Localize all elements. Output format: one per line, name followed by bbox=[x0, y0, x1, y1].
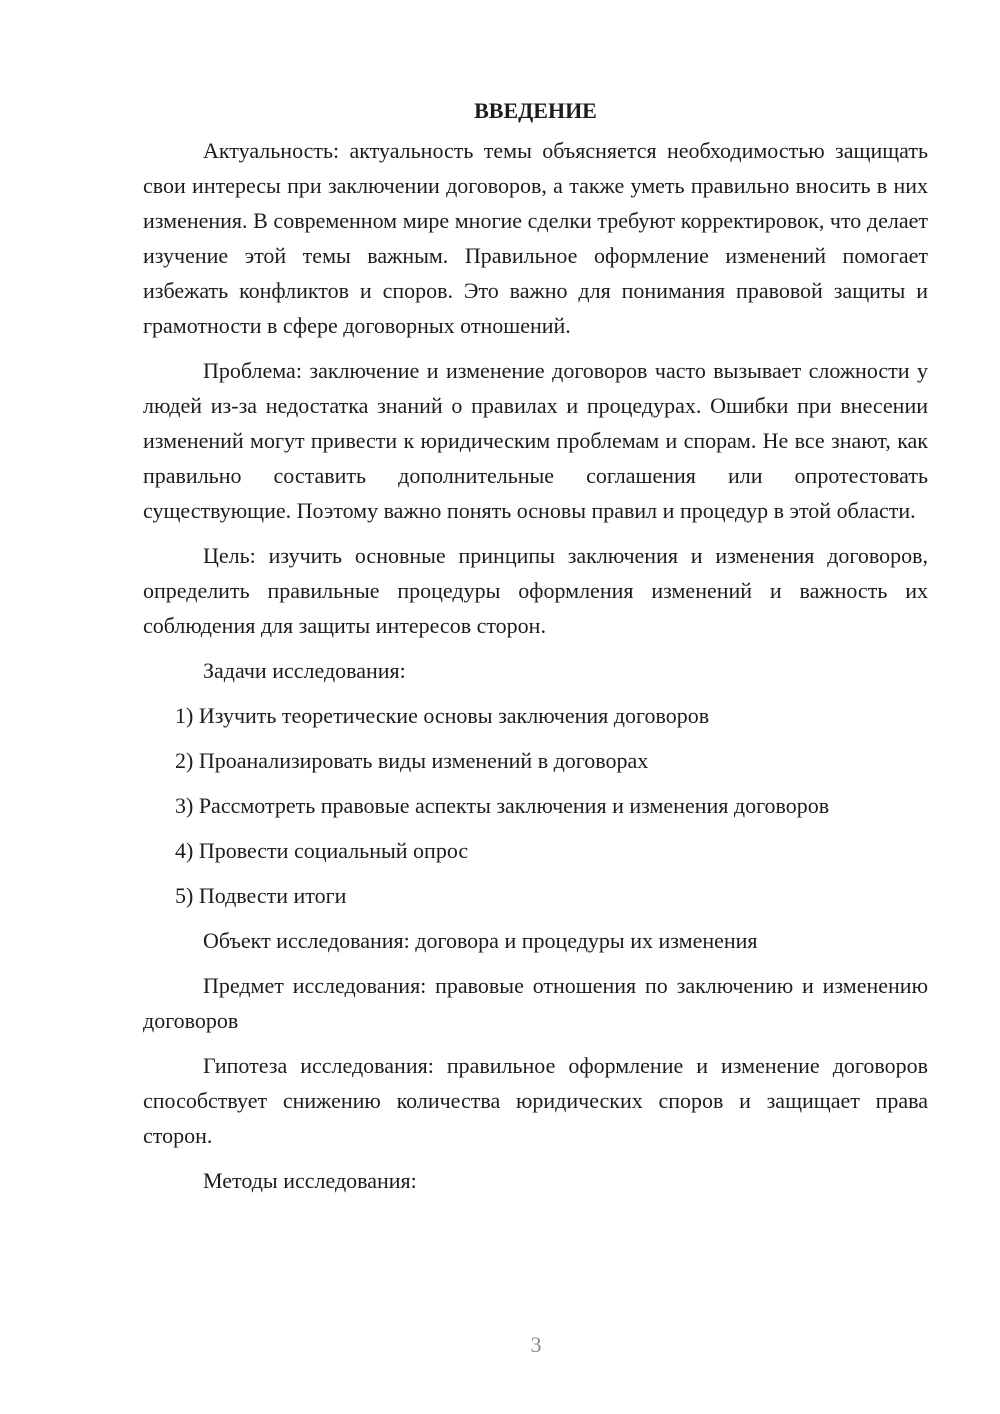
tasks-list bbox=[143, 698, 928, 913]
paragraph-goal: Цель: изучить основные принципы заключения и изменения договоров, определить правильные процедуры оформления изменений и важность их соблюдения для защиты интересов сторон. bbox=[143, 543, 928, 638]
section-title: ВВЕДЕНИЕ bbox=[474, 98, 597, 123]
list-item: 1) Изучить теоретические основы заключения договоров bbox=[175, 703, 710, 728]
list-item: 3) Рассмотреть правовые аспекты заключения и изменения договоров bbox=[175, 793, 830, 818]
page-number: 3 bbox=[530, 1332, 542, 1357]
list-item: 4) Провести социальный опрос bbox=[175, 838, 469, 863]
list-item: 2) Проанализировать виды изменений в договорах bbox=[175, 748, 649, 773]
paragraph-relevance: Актуальность: актуальность темы объясняется необходимостью защищать свои интересы при заключении договоров, а также уметь правильно вносить в них изменения. В современном мире многие сделки требуют корректировок, что делает изучение этой темы важным. Правильное оформление изменений помогает избежать конфликтов и споров. Это важно для понимания правовой защиты и грамотности в сфере договорных отношений. bbox=[143, 138, 928, 338]
research-hypothesis: Гипотеза исследования: правильное оформление и изменение договоров способствует снижению количества юридических споров и защищает права сторон. bbox=[143, 1053, 928, 1148]
page-content bbox=[143, 93, 928, 1208]
list-item: 5) Подвести итоги bbox=[175, 883, 347, 908]
methods-heading: Методы исследования: bbox=[203, 1168, 417, 1193]
research-object: Объект исследования: договора и процедуры их изменения bbox=[203, 928, 758, 953]
tasks-heading: Задачи исследования: bbox=[203, 658, 406, 683]
research-subject: Предмет исследования: правовые отношения по заключению и изменению договоров bbox=[143, 973, 928, 1033]
paragraph-problem: Проблема: заключение и изменение договоров часто вызывает сложности у людей из-за недостатка знаний о правилах и процедурах. Ошибки при внесении изменений могут привести к юридическим проблемам и спорам. Не все знают, как правильно составить дополнительные соглашения или опротестовать существующие. Поэтому важно понять основы правил и процедур в этой области. bbox=[143, 358, 928, 523]
